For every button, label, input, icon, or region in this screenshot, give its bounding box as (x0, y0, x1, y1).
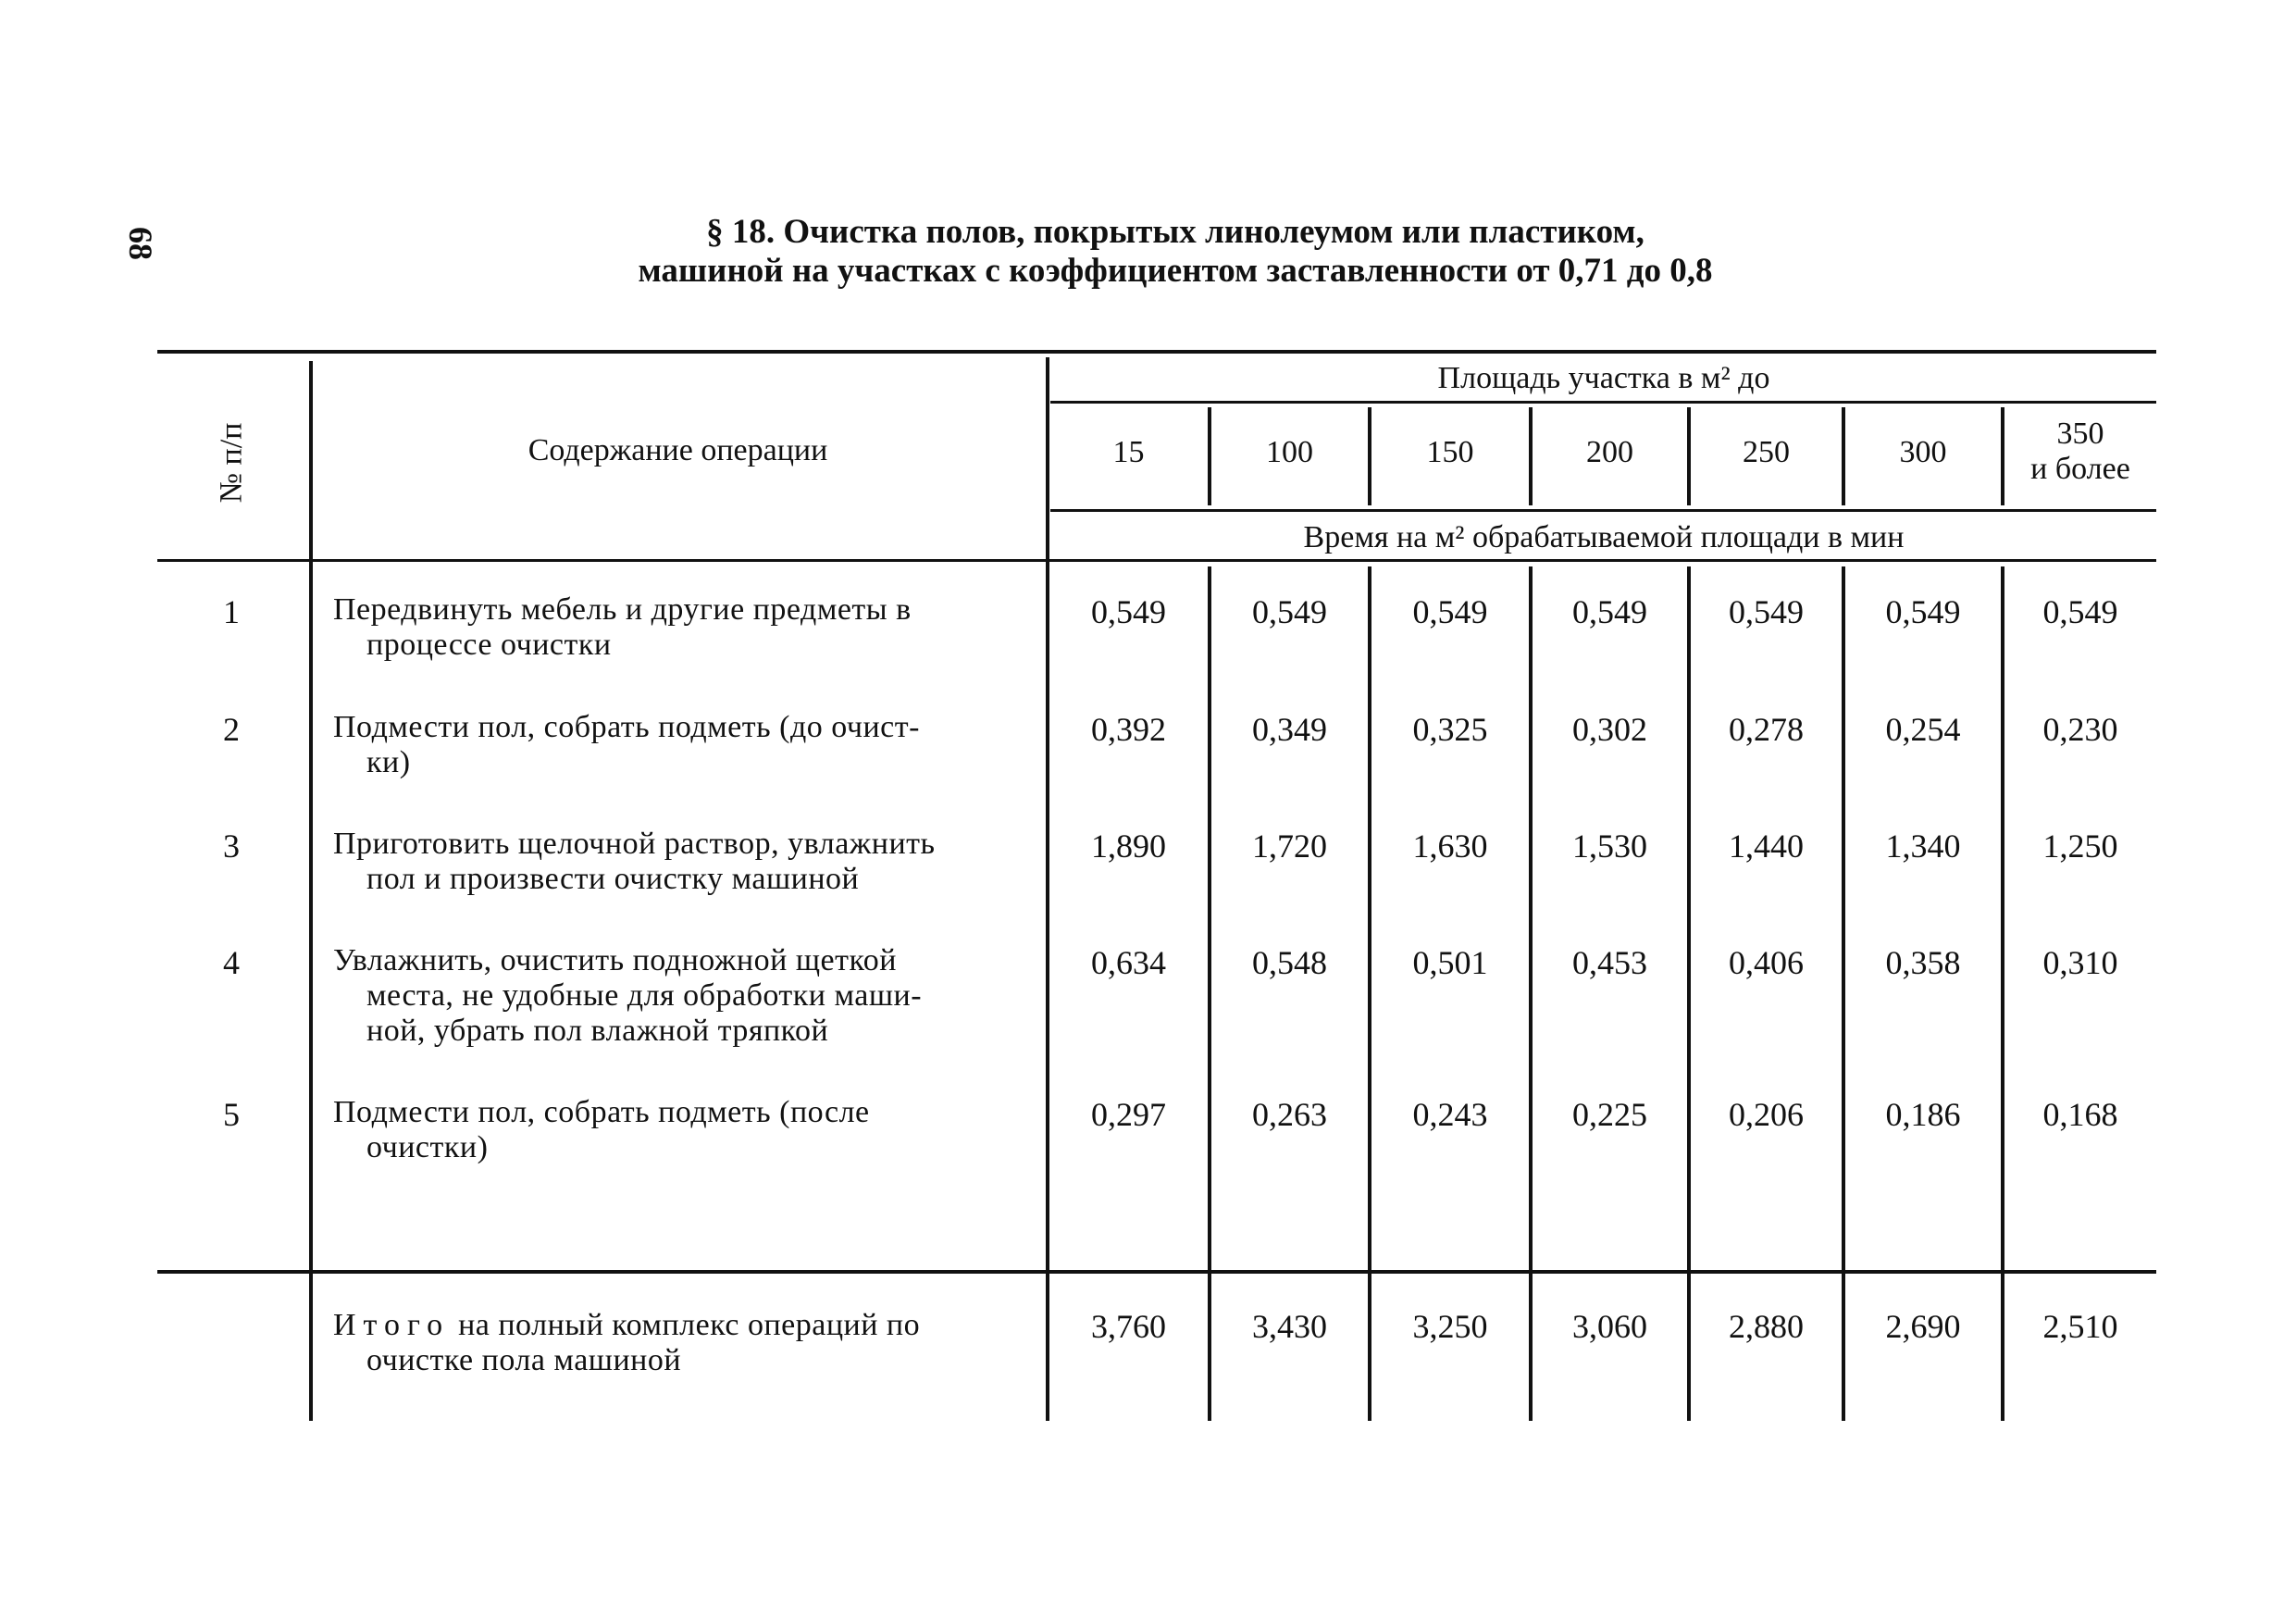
total-value: 2,510 (2042, 1308, 2118, 1345)
row-value: 0,549 (2042, 593, 2118, 630)
row-value: 0,230 (2042, 711, 2118, 748)
row-value: 1,530 (1572, 828, 1647, 865)
row-value: 0,548 (1252, 944, 1327, 981)
row-value: 0,358 (1885, 944, 1961, 981)
total-value: 3,430 (1252, 1308, 1327, 1345)
area-label-rule (1050, 401, 2156, 404)
row-description-line: Подмести пол, собрать подметь (после (333, 1095, 870, 1129)
total-value: 2,690 (1885, 1308, 1961, 1345)
row-description-line: процессе очистки (366, 628, 612, 662)
row-value: 0,263 (1252, 1096, 1327, 1133)
row-value: 1,890 (1091, 828, 1166, 865)
row-description (333, 827, 1035, 897)
title-line-2: машиной на участках с коэффициентом заставленности от 0,71 до 0,8 (638, 252, 1713, 290)
total-top-rule (157, 1270, 2156, 1274)
row-value: 0,278 (1729, 711, 1804, 748)
row-value: 0,206 (1729, 1096, 1804, 1133)
row-description-line: Передвинуть мебель и другие предметы в (333, 592, 912, 627)
row-description-line: ки) (366, 745, 411, 779)
header-operation-label: Содержание операции (527, 433, 828, 467)
row-value: 0,392 (1091, 711, 1166, 748)
row-description-line: Подмести пол, собрать подметь (до очист- (333, 710, 920, 744)
row-value: 0,168 (2042, 1096, 2118, 1133)
row-value: 0,186 (1885, 1096, 1961, 1133)
total-value: 3,760 (1091, 1308, 1166, 1345)
row-description (333, 710, 1035, 780)
row-description (333, 943, 1035, 1049)
col-divider-1-body (1208, 566, 1211, 1421)
row-value: 1,720 (1252, 828, 1327, 865)
row-number: 2 (223, 711, 240, 748)
row-description (333, 592, 1035, 663)
col-divider-2-body (1368, 566, 1371, 1421)
total-value: 3,060 (1572, 1308, 1647, 1345)
row-value: 1,340 (1885, 828, 1961, 865)
row-value: 0,297 (1091, 1096, 1166, 1133)
row-number: 1 (223, 593, 240, 630)
row-description-line: пол и произвести очистку машиной (366, 862, 860, 896)
title-line-1: § 18. Очистка полов, покрытых линолеумом или пластиком, (706, 213, 1644, 251)
table-top-rule (157, 350, 2156, 354)
row-value: 0,549 (1729, 593, 1804, 630)
row-value: 0,325 (1412, 711, 1488, 748)
row-value: 0,549 (1091, 593, 1166, 630)
page-title (518, 213, 1832, 291)
row-value: 1,440 (1729, 828, 1804, 865)
row-number: 5 (223, 1096, 240, 1133)
col-divider-num (309, 361, 313, 1421)
row-description (333, 1095, 1035, 1165)
row-value: 0,453 (1572, 944, 1647, 981)
header-area-col-3: 150 (1426, 435, 1474, 469)
row-value: 0,549 (1572, 593, 1647, 630)
header-num-label: № п/п (214, 422, 248, 504)
total-value: 2,880 (1729, 1308, 1804, 1345)
header-area-col-1: 15 (1112, 435, 1145, 469)
row-description-line: Приготовить щелочной раствор, увлажнить (333, 827, 936, 861)
row-value: 0,501 (1412, 944, 1488, 981)
time-label-rule (1050, 509, 2156, 512)
row-value: 0,406 (1729, 944, 1804, 981)
header-area-label: Площадь участка в м² до (1437, 361, 1770, 395)
row-value: 0,225 (1572, 1096, 1647, 1133)
row-value: 1,630 (1412, 828, 1488, 865)
row-value: 0,310 (2042, 944, 2118, 981)
row-value: 0,549 (1885, 593, 1961, 630)
row-value: 0,254 (1885, 711, 1961, 748)
row-number: 3 (223, 828, 240, 865)
row-value: 0,549 (1412, 593, 1488, 630)
header-area-col-7: 350 и более (2030, 417, 2130, 486)
header-area-col-5: 250 (1743, 435, 1790, 469)
row-value: 1,250 (2042, 828, 2118, 865)
row-description-line: очистки) (366, 1130, 489, 1164)
col-divider-3-body (1529, 566, 1533, 1421)
header-time-label: Время на м² обрабатываемой площади в мин (1303, 520, 1905, 554)
header-area-col-4: 200 (1586, 435, 1633, 469)
col-divider-desc (1046, 357, 1049, 1421)
header-area-col-6: 300 (1899, 435, 1947, 469)
total-value: 3,250 (1412, 1308, 1488, 1345)
row-value: 0,549 (1252, 593, 1327, 630)
row-value: 0,634 (1091, 944, 1166, 981)
row-value: 0,302 (1572, 711, 1647, 748)
col-divider-4-body (1687, 566, 1691, 1421)
header-area-col-2: 100 (1266, 435, 1313, 469)
row-description-line: места, не удобные для обработки маши- (366, 978, 923, 1013)
row-description-line: Увлажнить, очистить подножной щеткой (333, 943, 897, 977)
row-number: 4 (223, 944, 240, 981)
row-description-line: ной, убрать пол влажной тряпкой (366, 1014, 829, 1048)
total-label: Итого на полный комплекс операций по очистке пола машиной (333, 1308, 921, 1377)
row-value: 0,243 (1412, 1096, 1488, 1133)
col-divider-5-body (1842, 566, 1845, 1421)
header-bottom-rule (157, 559, 2156, 562)
col-divider-6-body (2001, 566, 2004, 1421)
row-value: 0,349 (1252, 711, 1327, 748)
page-number: 68 (122, 227, 159, 260)
